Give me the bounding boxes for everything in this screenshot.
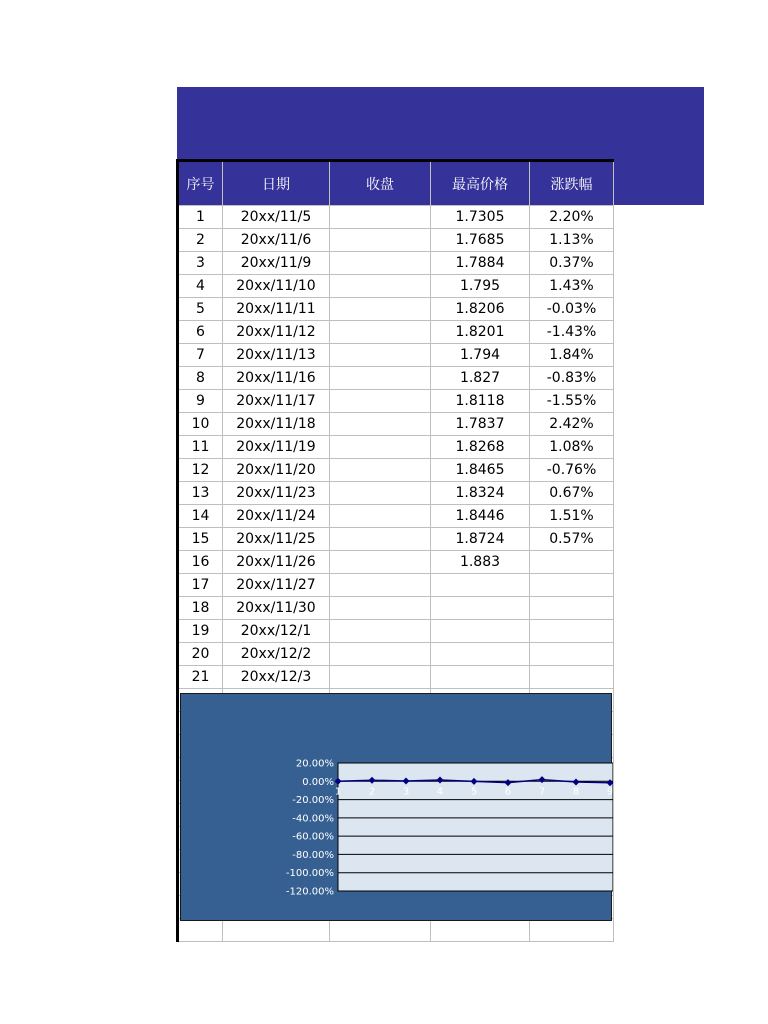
cell-index[interactable]: 10 (178, 413, 223, 436)
cell-high-price[interactable]: 1.8446 (431, 505, 530, 528)
cell-high-price[interactable] (431, 620, 530, 643)
table-row (178, 574, 614, 597)
cell-index[interactable]: 21 (178, 666, 223, 689)
cell-change-pct[interactable]: 1.08% (530, 436, 614, 459)
cell-close[interactable] (330, 390, 431, 413)
cell-change-pct[interactable] (530, 620, 614, 643)
cell-change-pct[interactable] (530, 551, 614, 574)
cell-high-price[interactable]: 1.7837 (431, 413, 530, 436)
header-change-pct[interactable]: 涨跌幅 (530, 161, 614, 206)
cell-date[interactable]: 20xx/12/3 (223, 666, 330, 689)
cell-high-price[interactable]: 1.8324 (431, 482, 530, 505)
header-high-price[interactable]: 最高价格 (431, 161, 530, 206)
y-tick-label: -120.00% (285, 886, 334, 898)
cell-high-price[interactable]: 1.7685 (431, 229, 530, 252)
change-chart[interactable] (180, 693, 612, 921)
cell-close[interactable] (330, 229, 431, 252)
cell-close[interactable] (330, 574, 431, 597)
y-tick-label: -40.00% (292, 813, 334, 825)
y-axis-ticks (286, 759, 334, 898)
chart-canvas (181, 694, 613, 922)
cell-change-pct[interactable]: 2.42% (530, 413, 614, 436)
cell-index[interactable]: 3 (178, 252, 223, 275)
cell-change-pct[interactable]: -0.83% (530, 367, 614, 390)
cell-change-pct[interactable]: -1.55% (530, 390, 614, 413)
cell-change-pct[interactable]: 1.43% (530, 275, 614, 298)
cell-date[interactable]: 20xx/11/30 (223, 597, 330, 620)
cell-index[interactable]: 6 (178, 321, 223, 344)
cell-high-price[interactable] (431, 574, 530, 597)
cell-date[interactable]: 20xx/11/23 (223, 482, 330, 505)
cell-close[interactable] (330, 597, 431, 620)
table-row (178, 551, 614, 574)
header-index[interactable]: 序号 (178, 161, 223, 206)
cell-high-price[interactable] (431, 643, 530, 666)
cell-high-price[interactable]: 1.8268 (431, 436, 530, 459)
cell-high-price[interactable]: 1.8465 (431, 459, 530, 482)
cell-index[interactable]: 9 (178, 390, 223, 413)
cell-high-price[interactable]: 1.8206 (431, 298, 530, 321)
y-tick-label: -20.00% (292, 795, 334, 807)
table-row (178, 206, 614, 229)
cell-index[interactable]: 1 (178, 206, 223, 229)
x-tick-label: 4 (436, 786, 444, 798)
cell-high-price[interactable]: 1.8118 (431, 390, 530, 413)
cell-date[interactable]: 20xx/11/25 (223, 528, 330, 551)
cell-close[interactable] (330, 643, 431, 666)
x-tick-label: 8 (572, 786, 580, 798)
cell-date[interactable]: 20xx/11/27 (223, 574, 330, 597)
cell-index[interactable]: 2 (178, 229, 223, 252)
y-tick-label: -80.00% (292, 849, 334, 861)
cell-close[interactable] (330, 206, 431, 229)
cell-date[interactable]: 20xx/12/1 (223, 620, 330, 643)
cell-change-pct[interactable] (530, 643, 614, 666)
table-header-row (178, 161, 614, 206)
cell-close[interactable] (330, 252, 431, 275)
cell-high-price[interactable] (431, 666, 530, 689)
cell-index[interactable]: 4 (178, 275, 223, 298)
table-row (178, 643, 614, 666)
table-row (178, 229, 614, 252)
table-row (178, 482, 614, 505)
cell-change-pct[interactable]: 0.57% (530, 528, 614, 551)
cell-high-price[interactable]: 1.794 (431, 344, 530, 367)
cell-date[interactable]: 20xx/11/6 (223, 229, 330, 252)
cell-change-pct[interactable]: 1.84% (530, 344, 614, 367)
cell-change-pct[interactable] (530, 597, 614, 620)
cell-change-pct[interactable]: 0.67% (530, 482, 614, 505)
cell-close[interactable] (330, 367, 431, 390)
cell-high-price[interactable]: 1.7884 (431, 252, 530, 275)
cell-close[interactable] (330, 459, 431, 482)
cell-index[interactable]: 12 (178, 459, 223, 482)
cell-change-pct[interactable] (530, 574, 614, 597)
cell-date[interactable]: 20xx/11/26 (223, 551, 330, 574)
table-row (178, 275, 614, 298)
cell-date[interactable]: 20xx/11/10 (223, 275, 330, 298)
cell-close[interactable] (330, 505, 431, 528)
header-close[interactable]: 收盘 (330, 161, 431, 206)
cell-index[interactable]: 20 (178, 643, 223, 666)
cell-date[interactable]: 20xx/11/16 (223, 367, 330, 390)
table-row (178, 620, 614, 643)
cell-close[interactable] (330, 620, 431, 643)
cell-change-pct[interactable]: -0.76% (530, 459, 614, 482)
cell-close[interactable] (330, 436, 431, 459)
table-row (178, 459, 614, 482)
cell-date[interactable]: 20xx/11/24 (223, 505, 330, 528)
table-row (178, 505, 614, 528)
y-tick-label: -100.00% (285, 868, 334, 880)
cell-close[interactable] (330, 666, 431, 689)
cell-index[interactable]: 17 (178, 574, 223, 597)
cell-high-price[interactable]: 1.8201 (431, 321, 530, 344)
cell-date[interactable]: 20xx/11/19 (223, 436, 330, 459)
cell-close[interactable] (330, 321, 431, 344)
header-date[interactable]: 日期 (223, 161, 330, 206)
x-tick-label: 5 (470, 786, 478, 798)
cell-high-price[interactable]: 1.827 (431, 367, 530, 390)
table-row (178, 321, 614, 344)
cell-change-pct[interactable]: 2.20% (530, 206, 614, 229)
cell-index[interactable]: 16 (178, 551, 223, 574)
table-row (178, 413, 614, 436)
cell-change-pct[interactable]: -0.03% (530, 298, 614, 321)
table-row (178, 666, 614, 689)
cell-index[interactable]: 11 (178, 436, 223, 459)
cell-index[interactable]: 8 (178, 367, 223, 390)
cell-index[interactable]: 18 (178, 597, 223, 620)
cell-close[interactable] (330, 551, 431, 574)
cell-change-pct[interactable]: -1.43% (530, 321, 614, 344)
cell-close[interactable] (330, 344, 431, 367)
cell-date[interactable]: 20xx/11/11 (223, 298, 330, 321)
table-row (178, 390, 614, 413)
cell-index[interactable]: 15 (178, 528, 223, 551)
cell-date[interactable]: 20xx/11/20 (223, 459, 330, 482)
cell-high-price[interactable]: 1.795 (431, 275, 530, 298)
cell-date[interactable]: 20xx/11/12 (223, 321, 330, 344)
cell-close[interactable] (330, 275, 431, 298)
table-row (178, 436, 614, 459)
cell-index[interactable]: 13 (178, 482, 223, 505)
cell-high-price[interactable]: 1.7305 (431, 206, 530, 229)
cell-index[interactable]: 5 (178, 298, 223, 321)
cell-high-price[interactable]: 1.883 (431, 551, 530, 574)
x-tick-label: 9 (606, 786, 613, 798)
table-row (178, 528, 614, 551)
cell-index[interactable]: 19 (178, 620, 223, 643)
cell-change-pct[interactable]: 1.13% (530, 229, 614, 252)
x-tick-label: 7 (538, 786, 546, 798)
cell-close[interactable] (330, 413, 431, 436)
y-tick-label: 0.00% (302, 776, 334, 788)
cell-date[interactable]: 20xx/11/5 (223, 206, 330, 229)
table-row (178, 252, 614, 275)
x-tick-label: 1 (334, 786, 342, 798)
table-row (178, 298, 614, 321)
cell-close[interactable] (330, 298, 431, 321)
cell-high-price[interactable] (431, 597, 530, 620)
table-row (178, 367, 614, 390)
cell-date[interactable]: 20xx/11/17 (223, 390, 330, 413)
cell-date[interactable]: 20xx/11/18 (223, 413, 330, 436)
table-row (178, 597, 614, 620)
cell-close[interactable] (330, 482, 431, 505)
x-tick-label: 2 (368, 786, 376, 798)
cell-date[interactable]: 20xx/12/2 (223, 643, 330, 666)
cell-date[interactable]: 20xx/11/9 (223, 252, 330, 275)
y-tick-label: 20.00% (295, 758, 334, 770)
cell-close[interactable] (330, 528, 431, 551)
cell-index[interactable]: 7 (178, 344, 223, 367)
cell-change-pct[interactable] (530, 666, 614, 689)
table-row (178, 344, 614, 367)
cell-high-price[interactable]: 1.8724 (431, 528, 530, 551)
cell-change-pct[interactable]: 1.51% (530, 505, 614, 528)
cell-change-pct[interactable]: 0.37% (530, 252, 614, 275)
cell-date[interactable]: 20xx/11/13 (223, 344, 330, 367)
y-tick-label: -60.00% (292, 831, 334, 843)
cell-index[interactable]: 14 (178, 505, 223, 528)
x-tick-label: 6 (504, 786, 512, 798)
x-tick-label: 3 (402, 786, 410, 798)
